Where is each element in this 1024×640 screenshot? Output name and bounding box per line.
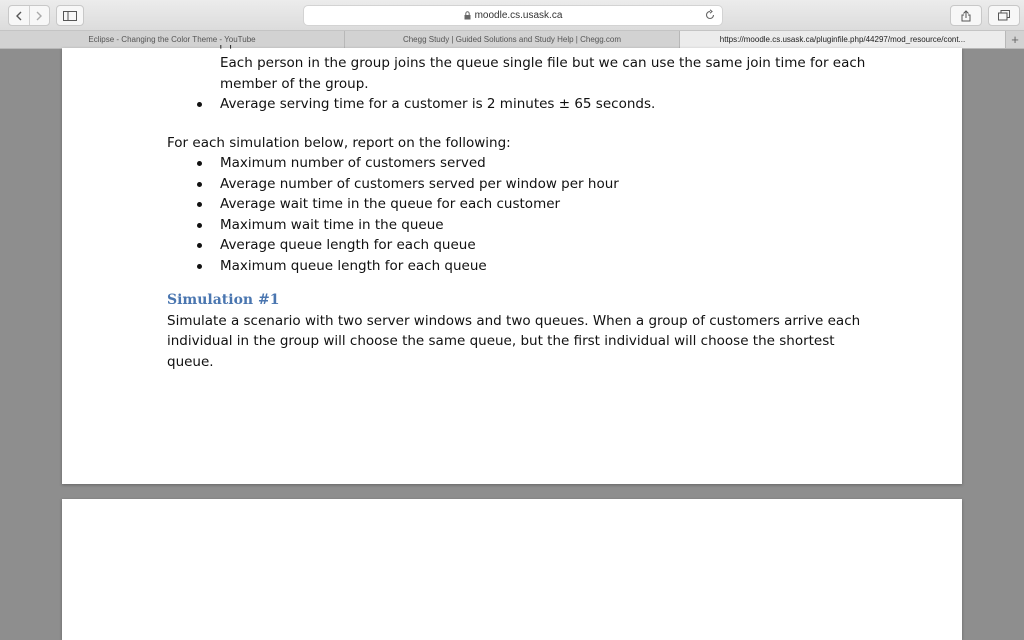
paragraph-line: individual in the group will choose the same queue, but the first individual will choose the shortest [167,333,835,349]
pdf-page [62,44,962,484]
paragraph-line: Each person in the group joins the queue single file but we can use the same join time for each [220,55,866,71]
list-item-text: Average serving time for a customer is 2 minutes ± 65 seconds. [220,96,656,112]
share-icon [961,10,971,22]
tabs-icon [998,10,1010,21]
show-tabs-button[interactable] [988,5,1020,26]
bullet-icon [197,202,202,207]
list-item [167,94,867,115]
tab-bar [0,31,1024,49]
tab-moodle[interactable] [680,31,1006,48]
address-text: moodle.cs.usask.ca [474,10,563,21]
bullet-icon [197,161,202,166]
sidebar-toggle-button[interactable] [56,5,84,26]
paragraph-line: queue. [167,353,214,370]
tab-label: https://moodle.cs.usask.ca/pluginfile.php/44297/mod_resource/cont... [719,35,966,44]
list-item-text: Average queue length for each queue [220,237,476,253]
document-content [167,44,867,372]
bullet-icon [197,264,202,269]
list-item [167,215,867,236]
list-item [167,256,867,277]
sidebar-icon [63,11,77,21]
bullet-icon [197,243,202,248]
plus-icon: + [1011,32,1019,47]
new-tab-button[interactable] [1006,31,1024,48]
paragraph-line: member of the group. [220,75,369,92]
pdf-page-next [62,499,962,640]
bullet-icon [197,223,202,228]
tab-label: Eclipse - Changing the Color Theme - YouTube [88,35,256,44]
browser-toolbar [0,0,1024,31]
list-item-text: Average number of customers served per window per hour [220,175,619,192]
list-item [167,235,867,256]
paragraph-line: Simulate a scenario with two server windows and two queues. When a group of customers arrive each [167,312,861,329]
share-button[interactable] [950,5,982,26]
bullet-icon [197,102,202,107]
bullet-icon [197,182,202,187]
list-item [167,153,867,174]
tab-chegg[interactable] [345,31,680,48]
tab-label: Chegg Study | Guided Solutions and Study Help | Chegg.com [402,35,622,44]
report-intro: For each simulation below, report on the following: [167,134,511,151]
tab-eclipse[interactable] [0,31,345,48]
back-button[interactable] [9,6,29,25]
chevron-right-icon [35,11,43,21]
address-bar[interactable] [303,5,723,26]
chevron-left-icon [15,11,23,21]
list-item-text: Maximum wait time in the queue [220,216,444,233]
list-item [167,194,867,215]
section-heading: Simulation #1 [167,292,280,308]
nav-buttons [8,5,50,26]
lock-icon [464,11,471,20]
list-item-text: Maximum number of customers served [220,155,486,171]
list-item-text: Maximum queue length for each queue [220,257,487,274]
list-item-text: Average wait time in the queue for each customer [220,196,561,212]
forward-button[interactable] [29,6,50,25]
cut-off-text: ' ' [219,44,234,59]
list-item [167,174,867,195]
reload-icon[interactable] [704,9,716,24]
